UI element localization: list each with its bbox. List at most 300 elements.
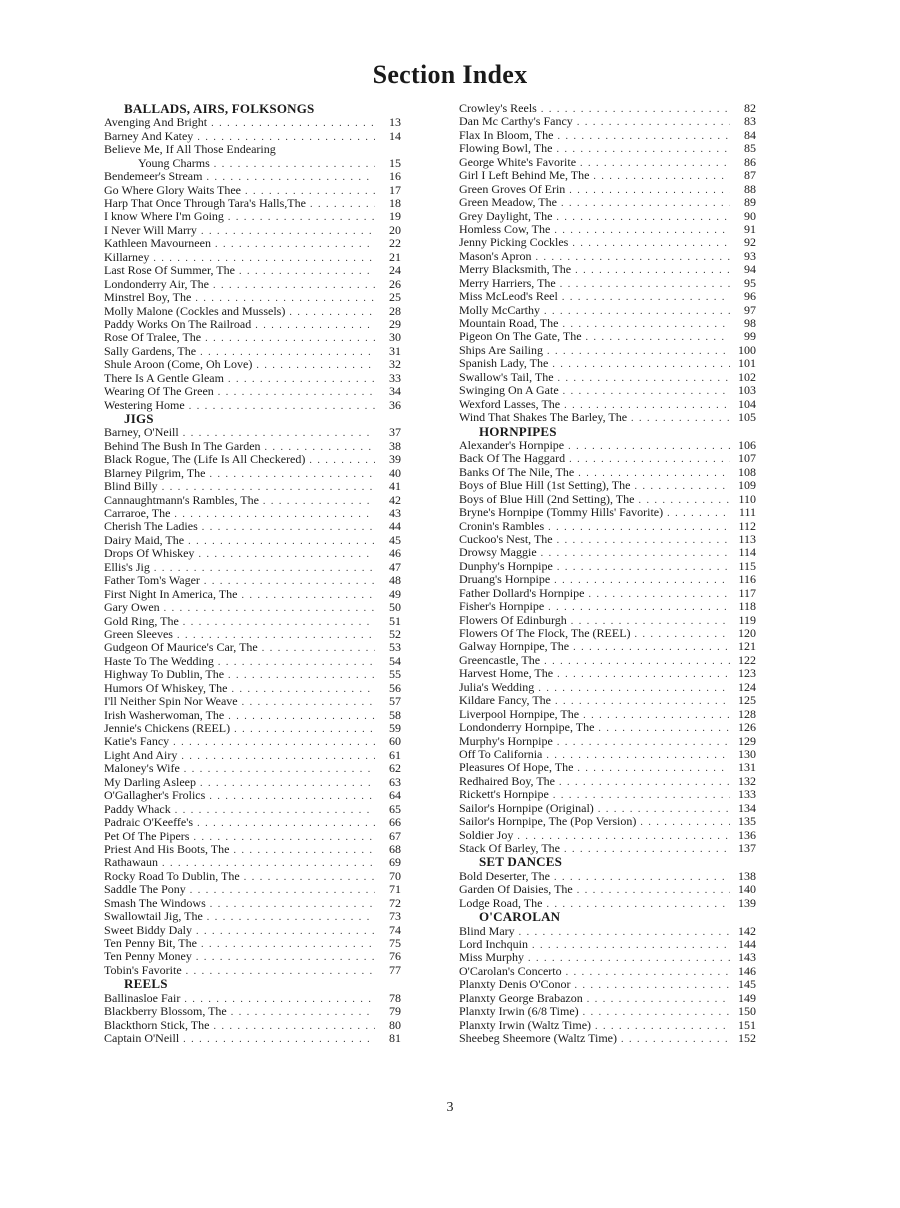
index-entry bbox=[459, 115, 756, 128]
entry-title: O'Carolan's Concerto bbox=[459, 963, 562, 978]
index-entry bbox=[104, 924, 401, 937]
entry-page-number: 152 bbox=[738, 1031, 756, 1046]
index-entry bbox=[459, 721, 756, 734]
entry-title: Planxty Denis O'Conor bbox=[459, 977, 571, 992]
index-entry bbox=[104, 291, 401, 304]
entry-title: Gary Owen bbox=[104, 600, 160, 615]
index-entry bbox=[459, 506, 756, 519]
entry-title: Rickett's Hornpipe bbox=[459, 787, 549, 802]
entry-page-number: 82 bbox=[744, 101, 756, 115]
index-entry bbox=[459, 210, 756, 223]
entry-page-number: 59 bbox=[389, 721, 401, 736]
entry-page-number: 58 bbox=[389, 707, 401, 722]
entry-page-number: 46 bbox=[389, 546, 401, 561]
index-entry bbox=[459, 223, 756, 236]
entry-title: Rocky Road To Dublin, The bbox=[104, 868, 240, 883]
entry-title: Green Sleeves bbox=[104, 626, 173, 641]
entry-title: I'll Neither Spin Nor Weave bbox=[104, 694, 238, 709]
index-entry bbox=[459, 1019, 756, 1032]
index-entry bbox=[104, 843, 401, 856]
dot-leader bbox=[634, 480, 730, 493]
entry-title: Grey Daylight, The bbox=[459, 208, 553, 223]
dot-leader bbox=[593, 170, 730, 183]
index-entry bbox=[459, 883, 756, 896]
dot-leader bbox=[231, 1006, 375, 1019]
dot-leader bbox=[213, 279, 375, 292]
entry-title: I know Where I'm Going bbox=[104, 209, 224, 224]
entry-title: Lodge Road, The bbox=[459, 895, 543, 910]
entry-title: Cherish The Ladies bbox=[104, 519, 198, 534]
entry-page-number: 84 bbox=[744, 127, 756, 142]
entry-page-number: 21 bbox=[389, 249, 401, 264]
entry-page-number: 77 bbox=[389, 962, 401, 977]
entry-page-number: 72 bbox=[389, 895, 401, 910]
dot-leader bbox=[580, 157, 730, 170]
entry-page-number: 70 bbox=[389, 868, 401, 883]
entry-title: Greencastle, The bbox=[459, 652, 541, 667]
entry-title: Blind Mary bbox=[459, 923, 515, 938]
entry-page-number: 86 bbox=[744, 154, 756, 169]
dot-leader bbox=[558, 372, 730, 385]
entry-title: Homless Cow, The bbox=[459, 221, 551, 236]
index-entry bbox=[459, 156, 756, 169]
index-section bbox=[104, 977, 401, 1045]
entry-page-number: 106 bbox=[738, 437, 756, 452]
entry-title: Mountain Road, The bbox=[459, 316, 559, 330]
dot-leader bbox=[541, 547, 730, 560]
dot-leader bbox=[560, 278, 730, 291]
entry-title: Murphy's Hornpipe bbox=[459, 733, 553, 748]
entry-title: Avenging And Bright bbox=[104, 115, 208, 130]
entry-title: Molly Malone (Cockles and Mussels) bbox=[104, 303, 286, 318]
index-entry bbox=[459, 250, 756, 263]
dot-leader bbox=[569, 184, 730, 197]
entry-title: Stack Of Barley, The bbox=[459, 841, 560, 856]
dot-leader bbox=[174, 508, 375, 521]
entry-title: Planxty Irwin (6/8 Time) bbox=[459, 1004, 579, 1019]
entry-page-number: 60 bbox=[389, 734, 401, 749]
entry-title: Killarney bbox=[104, 249, 150, 264]
entry-page-number: 36 bbox=[389, 397, 401, 412]
entry-page-number: 119 bbox=[738, 612, 756, 627]
index-entry bbox=[459, 573, 756, 586]
entry-title: Priest And His Boots, The bbox=[104, 841, 230, 856]
index-entry bbox=[459, 371, 756, 384]
index-entry bbox=[459, 533, 756, 546]
entry-title: Lord Inchquin bbox=[459, 936, 528, 951]
entry-title: Wearing Of The Green bbox=[104, 384, 214, 399]
dot-leader bbox=[202, 521, 375, 534]
entry-title: Light And Airy bbox=[104, 747, 178, 762]
index-entry bbox=[459, 938, 756, 951]
entry-title: O'Gallagher's Frolics bbox=[104, 788, 206, 803]
entry-page-number: 78 bbox=[389, 990, 401, 1005]
entry-page-number: 61 bbox=[389, 747, 401, 762]
dot-leader bbox=[201, 225, 375, 238]
entry-title: Father Dollard's Hornpipe bbox=[459, 585, 585, 600]
entry-title: Planxty Irwin (Waltz Time) bbox=[459, 1017, 592, 1032]
index-entry bbox=[104, 830, 401, 843]
entry-title: Ballinasloe Fair bbox=[104, 990, 181, 1005]
entry-page-number: 57 bbox=[389, 694, 401, 709]
entry-title: Rathawaun bbox=[104, 855, 158, 870]
dot-leader bbox=[588, 588, 730, 601]
dot-leader bbox=[583, 709, 730, 722]
index-entry bbox=[104, 372, 401, 385]
index-entry bbox=[459, 667, 756, 680]
entry-page-number: 130 bbox=[738, 746, 756, 761]
index-entry bbox=[459, 925, 756, 938]
entry-title: Behind The Bush In The Garden bbox=[104, 438, 261, 453]
entry-title: Druang's Hornpipe bbox=[459, 572, 551, 587]
index-entry bbox=[459, 479, 756, 492]
entry-page-number: 48 bbox=[389, 573, 401, 588]
entry-title: Kathleen Mavourneen bbox=[104, 236, 211, 251]
entry-title: Rose Of Tralee, The bbox=[104, 330, 202, 345]
dot-leader bbox=[242, 696, 375, 709]
entry-title: Bendemeer's Stream bbox=[104, 169, 203, 184]
entry-page-number: 33 bbox=[389, 370, 401, 385]
entry-title: Kildare Fancy, The bbox=[459, 693, 551, 708]
dot-leader bbox=[184, 763, 375, 776]
entry-page-number: 144 bbox=[738, 936, 756, 951]
entry-title: Banks Of The Nile, The bbox=[459, 464, 575, 479]
index-entry bbox=[104, 709, 401, 722]
entry-page-number: 112 bbox=[738, 518, 756, 533]
entry-page-number: 140 bbox=[738, 882, 756, 897]
section-heading: REELS bbox=[124, 976, 168, 992]
index-entry bbox=[104, 856, 401, 869]
entry-page-number: 137 bbox=[738, 841, 756, 856]
entry-page-number: 91 bbox=[744, 221, 756, 236]
dot-leader bbox=[557, 736, 730, 749]
entry-page-number: 87 bbox=[744, 168, 756, 183]
index-entry bbox=[459, 560, 756, 573]
dot-leader bbox=[186, 965, 375, 978]
entry-title: Go Where Glory Waits Thee bbox=[104, 182, 241, 197]
dot-leader bbox=[244, 871, 375, 884]
dot-leader bbox=[209, 468, 375, 481]
index-entry bbox=[459, 992, 756, 1005]
entry-title: Londonderry Air, The bbox=[104, 276, 209, 291]
entry-page-number: 134 bbox=[738, 800, 756, 815]
entry-page-number: 39 bbox=[389, 452, 401, 467]
dot-leader bbox=[209, 790, 375, 803]
index-entry bbox=[459, 344, 756, 357]
index-entry bbox=[104, 184, 401, 197]
dot-leader bbox=[211, 117, 375, 130]
dot-leader bbox=[198, 548, 375, 561]
entry-page-number: 19 bbox=[389, 209, 401, 224]
entry-page-number: 85 bbox=[744, 141, 756, 156]
entry-page-number: 98 bbox=[744, 316, 756, 330]
dot-leader bbox=[635, 628, 730, 641]
dot-leader bbox=[262, 642, 375, 655]
index-entry bbox=[104, 494, 401, 507]
entry-title: Flowing Bowl, The bbox=[459, 141, 553, 156]
entry-page-number: 146 bbox=[738, 963, 756, 978]
entry-page-number: 49 bbox=[389, 586, 401, 601]
entry-page-number: 145 bbox=[738, 977, 756, 992]
index-entry bbox=[459, 304, 756, 317]
page-title: Section Index bbox=[372, 60, 528, 89]
entry-title: Molly McCarthy bbox=[459, 302, 540, 317]
entry-title: Soldier Joy bbox=[459, 827, 514, 842]
entry-page-number: 62 bbox=[389, 761, 401, 776]
entry-page-number: 99 bbox=[744, 329, 756, 344]
entry-page-number: 37 bbox=[389, 425, 401, 440]
entry-page-number: 41 bbox=[389, 479, 401, 494]
entry-page-number: 79 bbox=[389, 1004, 401, 1019]
entry-page-number: 24 bbox=[389, 263, 401, 278]
index-entry bbox=[459, 142, 756, 155]
entry-page-number: 104 bbox=[738, 396, 756, 411]
entry-page-number: 123 bbox=[738, 666, 756, 681]
index-entry bbox=[104, 1019, 401, 1032]
entry-title: Cannaughtmann's Rambles, The bbox=[104, 492, 259, 507]
index-entry bbox=[104, 251, 401, 264]
index-entry bbox=[104, 157, 401, 170]
entry-title: Liverpool Hornpipe, The bbox=[459, 706, 580, 721]
index-entry bbox=[104, 547, 401, 560]
entry-page-number: 105 bbox=[738, 410, 756, 425]
dot-leader bbox=[241, 589, 375, 602]
entry-title: Blackberry Blossom, The bbox=[104, 1004, 227, 1019]
index-entry bbox=[459, 640, 756, 653]
index-entry bbox=[459, 236, 756, 249]
entry-page-number: 66 bbox=[389, 815, 401, 830]
index-entry bbox=[459, 1005, 756, 1018]
index-entry bbox=[459, 761, 756, 774]
dot-leader bbox=[234, 723, 375, 736]
entry-page-number: 113 bbox=[738, 531, 756, 546]
index-entry bbox=[459, 748, 756, 761]
index-entry bbox=[104, 789, 401, 802]
dot-leader bbox=[667, 507, 730, 520]
dot-leader bbox=[218, 386, 375, 399]
entry-page-number: 44 bbox=[389, 519, 401, 534]
dot-leader bbox=[213, 1020, 375, 1033]
entry-title: Green Meadow, The bbox=[459, 195, 557, 210]
dot-leader bbox=[547, 345, 730, 358]
entry-page-number: 74 bbox=[389, 922, 401, 937]
dot-leader bbox=[228, 211, 375, 224]
index-entry bbox=[104, 695, 401, 708]
entry-title: Miss McLeod's Reel bbox=[459, 289, 558, 304]
index-entry bbox=[104, 950, 401, 963]
entry-page-number: 45 bbox=[389, 532, 401, 547]
dot-leader bbox=[566, 966, 730, 979]
dot-leader bbox=[173, 736, 375, 749]
entry-page-number: 38 bbox=[389, 438, 401, 453]
entry-page-number: 22 bbox=[389, 236, 401, 251]
entry-title: Boys of Blue Hill (2nd Setting), The bbox=[459, 491, 635, 506]
entry-title: Green Groves Of Erin bbox=[459, 181, 566, 196]
index-section bbox=[459, 855, 756, 910]
index-entry bbox=[104, 170, 401, 183]
dot-leader bbox=[556, 211, 730, 224]
entry-page-number: 47 bbox=[389, 559, 401, 574]
entry-page-number: 26 bbox=[389, 276, 401, 291]
entry-title: Cuckoo's Nest, The bbox=[459, 531, 553, 546]
index-entry bbox=[104, 467, 401, 480]
entry-page-number: 101 bbox=[738, 356, 756, 371]
dot-leader bbox=[557, 561, 730, 574]
entry-page-number: 150 bbox=[738, 1004, 756, 1019]
entry-page-number: 25 bbox=[389, 290, 401, 305]
entry-page-number: 51 bbox=[389, 613, 401, 628]
index-entry bbox=[104, 816, 401, 829]
dot-leader bbox=[569, 453, 730, 466]
entry-page-number: 93 bbox=[744, 248, 756, 263]
dot-leader bbox=[548, 601, 730, 614]
entry-title: Merry Blacksmith, The bbox=[459, 262, 572, 277]
dot-leader bbox=[263, 495, 375, 508]
index-entry bbox=[459, 842, 756, 855]
dot-leader bbox=[183, 1033, 375, 1046]
index-entry bbox=[104, 345, 401, 358]
entry-title: Swallow's Tail, The bbox=[459, 369, 554, 384]
entry-title: Dan Mc Carthy's Fancy bbox=[459, 114, 573, 129]
entry-title: Haste To The Wedding bbox=[104, 653, 214, 668]
entry-title: Ships Are Sailing bbox=[459, 342, 544, 357]
dot-leader bbox=[572, 237, 730, 250]
dot-leader bbox=[532, 939, 730, 952]
index-entry bbox=[104, 641, 401, 654]
section-heading: SET DANCES bbox=[479, 854, 563, 870]
entry-page-number: 139 bbox=[738, 895, 756, 910]
dot-leader bbox=[175, 804, 375, 817]
entry-page-number: 109 bbox=[738, 478, 756, 493]
entry-title: Carraroe, The bbox=[104, 506, 171, 521]
index-entry bbox=[104, 440, 401, 453]
entry-page-number: 28 bbox=[389, 303, 401, 318]
entry-title: Flowers Of The Flock, The (REEL) bbox=[459, 626, 631, 641]
entry-title: Sailor's Hornpipe (Original) bbox=[459, 800, 594, 815]
entry-page-number: 88 bbox=[744, 181, 756, 196]
index-entry bbox=[459, 587, 756, 600]
entry-page-number: 128 bbox=[738, 706, 756, 721]
dot-leader bbox=[587, 993, 730, 1006]
entry-title: Sally Gardens, The bbox=[104, 343, 197, 358]
entry-page-number: 73 bbox=[389, 909, 401, 924]
entry-title: Believe Me, If All Those Endearing bbox=[104, 142, 276, 157]
entry-title: My Darling Asleep bbox=[104, 774, 196, 789]
entry-title: Flax In Bloom, The bbox=[459, 127, 554, 142]
entry-page-number: 96 bbox=[744, 289, 756, 304]
dot-leader bbox=[228, 710, 375, 723]
entry-page-number: 32 bbox=[389, 357, 401, 372]
entry-title: Wexford Lasses, The bbox=[459, 396, 561, 411]
dot-leader bbox=[196, 925, 375, 938]
entry-page-number: 76 bbox=[389, 949, 401, 964]
entry-page-number: 31 bbox=[389, 343, 401, 358]
entry-title: Alexander's Hornpipe bbox=[459, 437, 565, 452]
index-entry bbox=[459, 1032, 756, 1045]
entry-page-number: 42 bbox=[389, 492, 401, 507]
index-entry bbox=[104, 574, 401, 587]
entry-title: Swinging On A Gate bbox=[459, 383, 559, 398]
entry-page-number: 94 bbox=[744, 262, 756, 277]
index-entry bbox=[104, 385, 401, 398]
entry-page-number: 50 bbox=[389, 600, 401, 615]
dot-leader bbox=[563, 385, 730, 398]
entry-title: Crowley's Reels bbox=[459, 101, 537, 115]
index-entry bbox=[459, 951, 756, 964]
index-entry bbox=[104, 1032, 401, 1045]
dot-leader bbox=[205, 332, 375, 345]
section-heading: O'CAROLAN bbox=[479, 909, 561, 925]
page-number: 3 bbox=[446, 1100, 454, 1115]
entry-title: Julia's Wedding bbox=[459, 679, 535, 694]
index-entry bbox=[104, 803, 401, 816]
index-entry bbox=[459, 829, 756, 842]
entry-title: Padraic O'Keeffe's bbox=[104, 815, 194, 830]
entry-title: Tobin's Favorite bbox=[104, 962, 182, 977]
index-entry bbox=[104, 628, 401, 641]
entry-title: Black Rogue, The (Life Is All Checkered) bbox=[104, 452, 306, 467]
dot-leader bbox=[559, 776, 730, 789]
entry-title: Westering Home bbox=[104, 397, 185, 412]
index-entry bbox=[104, 305, 401, 318]
entry-page-number: 52 bbox=[389, 626, 401, 641]
entry-title: Father Tom's Wager bbox=[104, 573, 200, 588]
dot-leader bbox=[564, 843, 730, 856]
entry-title: Shule Aroon (Come, Oh Love) bbox=[104, 357, 253, 372]
dot-leader bbox=[231, 683, 375, 696]
entry-page-number: 63 bbox=[389, 774, 401, 789]
entry-page-number: 133 bbox=[738, 787, 756, 802]
dot-leader bbox=[183, 616, 375, 629]
entry-page-number: 34 bbox=[389, 384, 401, 399]
entry-title: Saddle The Pony bbox=[104, 882, 186, 897]
index-entry bbox=[459, 439, 756, 452]
entry-title: Gudgeon Of Maurice's Car, The bbox=[104, 640, 258, 655]
entry-title: Barney And Katey bbox=[104, 128, 194, 143]
entry-title: Gold Ring, The bbox=[104, 613, 179, 628]
index-entry bbox=[459, 277, 756, 290]
index-entry bbox=[459, 317, 756, 330]
index-entry bbox=[104, 426, 401, 439]
entry-title: Cronin's Rambles bbox=[459, 518, 545, 533]
index-entry bbox=[459, 788, 756, 801]
index-column-left bbox=[104, 102, 401, 1045]
index-entry bbox=[104, 1005, 401, 1018]
entry-title: Flowers Of Edinburgh bbox=[459, 612, 567, 627]
entry-title: Dunphy's Hornpipe bbox=[459, 558, 553, 573]
entry-page-number: 65 bbox=[389, 801, 401, 816]
index-entry bbox=[104, 480, 401, 493]
dot-leader bbox=[555, 695, 730, 708]
dot-leader bbox=[200, 777, 375, 790]
dot-leader bbox=[598, 722, 730, 735]
entry-title: Fisher's Hornpipe bbox=[459, 599, 545, 614]
entry-page-number: 122 bbox=[738, 652, 756, 667]
entry-page-number: 53 bbox=[389, 640, 401, 655]
entry-title: Blind Billy bbox=[104, 479, 158, 494]
index-entry bbox=[459, 600, 756, 613]
dot-leader bbox=[239, 265, 375, 278]
entry-title: Spanish Lady, The bbox=[459, 356, 549, 371]
dot-leader bbox=[575, 264, 730, 277]
dot-leader bbox=[207, 911, 375, 924]
entry-page-number: 20 bbox=[389, 222, 401, 237]
entry-title: Minstrel Boy, The bbox=[104, 290, 192, 305]
index-entry bbox=[104, 197, 401, 210]
index-entry bbox=[104, 116, 401, 129]
index-entry bbox=[104, 668, 401, 681]
index-entry bbox=[459, 452, 756, 465]
